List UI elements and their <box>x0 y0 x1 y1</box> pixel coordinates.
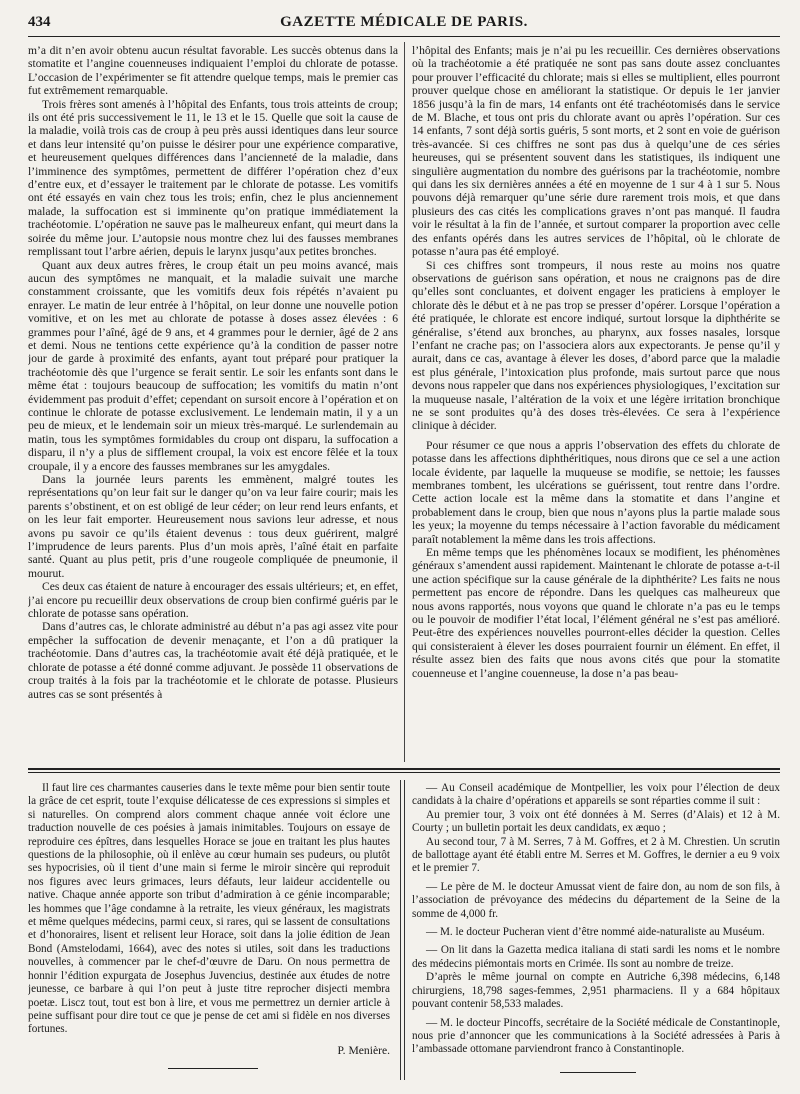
signature-rule <box>168 1068 258 1069</box>
feuilleton-rule-thin <box>28 772 780 773</box>
news-item: — On lit dans la Gazetta medica italiana di stati sardi les noms et le nombre des médecins piémontais morts en Crimée. Ils sont au nombre de treize. <box>412 944 780 970</box>
feuilleton-rule <box>28 768 780 770</box>
paragraph: l’hôpital des Enfants; mais je n’ai pu les recueillir. Ces dernières observations où la trachéotomie a été pratiquée ne sont pas sans doute assez concluantes pour prouver l’efficacité du chlorate; mais si elles se multiplient, elles pourront prouver quelque chose en améliorant la statistique. Or depuis le 1er janvier 1856 jusqu’à la fin de mars, 14 enfants ont été trachéotomisés dans le service de M. Blache, et tous ont pris du chlorate avant ou après l’opération. Sur ces 14 enfants, 7 sont déjà sortis guéris, 5 sont morts, et 2 sont en voie de guérison très-avancée. Si ces chiffres ne sont pas dus à quelqu’une de ces séries heureuses, qui se présentent souvent dans les statistiques, ils indiquent une singulière augmentation du nombre des guérisons par la trachéotomie, nombre qui dans les six dernières années a été en moyenne de 1 sur 4 à 1 sur 5. Nous pouvons déjà remarquer qu’une série dure rarement trois mois, et que dans plusieurs des cas cités les complications graves n’ont pas manqué. Il faudra voir le résultat à la fin de l’année, et surtout comparer la proportion avec celle des enfants opérés dans les autres services de l’hôpital, où le chlorate de potasse n’aura pas été employé. <box>412 44 780 259</box>
news-item: — M. le docteur Pincoffs, secrétaire de la Société médicale de Constantinople, nous prie d’annoncer que les communications à la Société adressées à Paris à l’ambassade ottomane parviendront franco à Constantinople. <box>412 1016 780 1056</box>
feuilleton-text <box>28 782 390 1042</box>
journal-title: GAZETTE MÉDICALE DE PARIS. <box>280 14 528 30</box>
article-right-column <box>412 44 780 760</box>
news-item: — Le père de M. le docteur Amussat vient de faire don, au nom de son fils, à l’association de prévoyance des médecins du département de la Seine de la somme de 4,000 fr. <box>412 880 780 920</box>
feuilleton-paragraph: Il faut lire ces charmantes causeries dans le texte même pour bien sentir toute la grâce de cet esprit, toute l’exquise délicatesse de ces expressions si simples et si naturelles. On comprend alors comment chaque année voit éclore une traduction nouvelle de ces poésies à jamais inimitables. Toujours on essaye de reproduire ces épîtres, dans lesquelles Horace se joue en traitant les plus hautes questions de la philosophie, où il enlève au cœur humain ses pudeurs, ou plutôt ses hypocrisies, où il tient d’une main si ferme le miroir sincère qui reproduit nos figures avec leurs grimaces, leurs défauts, leur laideur accidentelle ou native. Chaque année apporte son tribut d’admiration à ce génie incomparable; les hommes que l’âge condamne à la retraite, les vieux généraux, les magistrats et même quelques médecins, parmi ceux, si rares, qui se lassent de consultations et d’honoraires, lisent et relisent leur Horace, soit dans la jolie édition de Jean Bond (Amstelodami, 1664), avec des notes si utiles, soit dans les traductions nouvelles, à commencer par le chef-d’œuvre de Daru. On nous permettra de honnir l’édition expurgata de Josephus Juvencius, destinée aux études de notre jeunesse, ce barbare à qui l’on peut à juste titre reprocher disjecti membra poetæ. Liscz tout, tout est bon à lire, et vous me permettrez un dernier article à peine suffisant pour dire tout ce que je pense de cet ami si fidèle en nos diverses fortunes. <box>28 782 390 1036</box>
feuilleton-signature: P. Menière. <box>337 1044 390 1057</box>
paragraph: m’a dit n’en avoir obtenu aucun résultat favorable. Les succès obtenus dans la stomatite et l’angine couenneuses indiquaient l’emploi du chlorate de potasse. L’occasion de l’expérimenter se fit attendre quelque temps, mais le premier cas fut extrêmement remarquable. <box>28 44 398 98</box>
article-left-column <box>28 44 398 760</box>
news-divider <box>404 780 405 1080</box>
news-item: Au premier tour, 3 voix ont été données à M. Serres (d’Alais) et 12 à M. Courty ; un bulletin portait les deux candidats, ex æquo ; <box>412 808 780 835</box>
news-item: — M. le docteur Pucheran vient d’être nommé aide-naturaliste au Muséum. <box>426 926 765 939</box>
paragraph: Pour résumer ce que nous a appris l’observation des effets du chlorate de potasse dans les affections diphthéritiques, nous dirons que ce sel a une action locale évidente, par laquelle la muqueuse se modifie, se nettoie; les fausses membranes tombent, les ulcérations se guérissent, tout rentre dans l’ordre. Cette action locale est la même dans la stomatite et dans l’angine et probablement dans le croup, bien que nous n’ayons plus la partie malade sous les yeux; la moyenne du temps nécessaire à l’action favorable du médicament paraît notablement la même dans les trois affections. <box>412 438 780 546</box>
paragraph: Trois frères sont amenés à l’hôpital des Enfants, tous trois atteints de croup; ils ont été pris successivement le 11, le 13 et le 15. Quelle que soit la cause de la maladie, voilà trois cas de croup à peu près aussi identiques dans leur source et dans leur intensité qu’on puisse le désirer pour une expérience comparative, et heureusement quelques différences dans l’ancienneté de la maladie, dans l’imminence des symptômes, permettent de différer l’opération chez d’eux d’entre eux, et d’essayer le traitement par le chlorate de potasse. Les vomitifs ont été essayés en vain chez tous les trois; enfin, chez le plus anciennement malade, la suffocation est si imminente qu’on pratique immédiatement la trachéotomie. L’opération ne sauve pas le malheureux enfant, qui meurt dans la soirée du même jour. L’autopsie nous montre chez lui des fausses membranes remplissant tout l’arbre aérien, depuis le larynx jusqu’aux petites bronches. <box>28 97 398 259</box>
paragraph: Dans la journée leurs parents les emmènent, malgré toutes les représentations qu’on leur fait sur le danger qu’on va leur faire courir; mais les parents s’obstinent, et on est obligé de leur céder; on leur rend leurs enfants, et on les leur fait emporter. Heureusement nous savions leur adresse, et nous avons pu savoir ce qu’ils étaient devenus : tous deux guérirent, malgré l’imprudence de leurs parents. Plus d’un mois après, l’aîné était en parfaite santé. Quant au plus petit, pris d’une rougeole compliquée de pneumonie, il mourut. <box>28 473 398 580</box>
news-column <box>412 782 780 1072</box>
paragraph: En même temps que les phénomènes locaux se modifient, les phénomènes généraux s’amendent aussi rapidement. Maintenant le chlorate de potasse a-t-il une action spécifique sur la cause générale de la diphthérite? Les faits ne nous permettent pas encore de répondre. Dans les quelques cas malheureux que nous avons rapportés, nous voyons que quand le chlorate n’a pas eu le temps ou le pouvoir de modifier l’état local, l’élément général ne s’est pas amélioré. Peut-être des expériences nouvelles pourront-elles décider la question. Celles qui consisteraient à élever les doses pourraient fournir un élément. En effet, il résulte assez bien des faits que nous avons cités que pour la stomatite couenneuse et l’angine couenneuse, la dose n’a pas beau- <box>412 546 780 680</box>
news-end-rule <box>560 1072 636 1073</box>
paragraph: Dans d’autres cas, le chlorate administré au début n’a pas agi assez vite pour empêcher la suffocation de devenir menaçante, et l’on a dû pratiquer la trachéotomie. Dans d’autres cas, la trachéotomie avait été déjà pratiquée, et le chlorate de potasse a été donné comme adjuvant. Je possède 11 observations de croup traités à la fois par la trachéotomie et le chlorate de potasse. Plusieurs autres cas se sont présentés à <box>28 620 398 701</box>
news-item: — Au Conseil académique de Montpellier, les voix pour l’élection de deux candidats à la chaire d’opérations et appareils se sont réparties comme il suit : <box>412 782 780 808</box>
column-divider <box>404 42 405 762</box>
page-number: 434 <box>28 14 51 30</box>
paragraph: Si ces chiffres sont trompeurs, il nous reste au moins nos quatre observations de guérison sans opération, et nous ne craignons pas de dire qu’elles sont concluantes, et doivent engager les praticiens à employer le chlorate dès le début et à ne pas trop se presser d’opérer. Lorsque l’opération a été pratiquée, le chlorate est encore indiqué, surtout lorsque la diphthérite se généralise, s’étend aux bronches, au pharynx, aux fosses nasales, lorsque l’enfant ne crache pas; on l’associera alors aux expectorants. Je pense qu’il y aurait, dans ce cas, avantage à élever les doses, d’abord parce que la maladie est plus générale, l’intoxication plus profonde, mais surtout parce que nous devons nous rappeler que dans nos expériences physiologiques, l’excitation sur la muqueuse nasale, l’altération de la voix et une légère irritation bronchique ne se sont produites qu’à des doses très-élevées. Ce sera à l’expérience clinique à décider. <box>412 258 780 433</box>
paragraph: Ces deux cas étaient de nature à encourager des essais ultérieurs; et, en effet, j’ai encore pu recueillir deux observations de croup bien confirmé guéris par le chlorate de potasse sans opération. <box>28 580 398 621</box>
header-rule <box>28 36 780 37</box>
news-item: Au second tour, 7 à M. Serres, 7 à M. Goffres, et 2 à M. Chrestien. Un scrutin de ballottage ayant été établi entre M. Serres et M. Goffres, le dernier a eu 9 voix et le premier 7. <box>412 835 780 875</box>
news-divider <box>400 780 401 1080</box>
paragraph: Quant aux deux autres frères, le croup était un peu moins avancé, mais aucun des symptômes ne manquait, et la maladie suivait une marche constamment croissante, que les vomitifs deux fois répétés n’avaient pu enrayer. Le matin de leur entrée à l’hôpital, on leur donne une nouvelle potion vomitive, et on les met au chlorate de potasse à doses assez élevées : 6 grammes pour l’aîné, âgé de 9 ans, et 4 grammes pour le dernier, âgé de 2 ans et demi. Nous ne tentions cette expérience qu’à la condition de passer notre jour de garde à proximité des enfants, ayant tout préparé pour pratiquer la trachéotomie dès que l’urgence se ferait sentir. Le soir les enfants sont dans le même état : toujours beaucoup de suffocation; les vomitifs du matin n’ont évidemment pas produit d’effet; cependant on sursoit encore à l’opération et on continue le chlorate de potasse exclusivement. Le lendemain matin, il y a un peu de mieux, et le lendemain soir un mieux très-marqué. Le surlendemain au matin, tous les symptômes formidables du croup ont disparu, la suffocation a disparu, il n’y a plus de sifflement croupal, la voix est encore fêlée et la toux croupale, il y a encore des fausses membranes sur les amygdales. <box>28 258 398 473</box>
news-item: D’après le même journal on compte en Autriche 6,398 médecins, 6,148 chirurgiens, 18,798 sages-femmes, 2,951 pharmaciens. Il y a 684 hôpitaux pouvant contenir 58,533 malades. <box>412 971 780 1011</box>
